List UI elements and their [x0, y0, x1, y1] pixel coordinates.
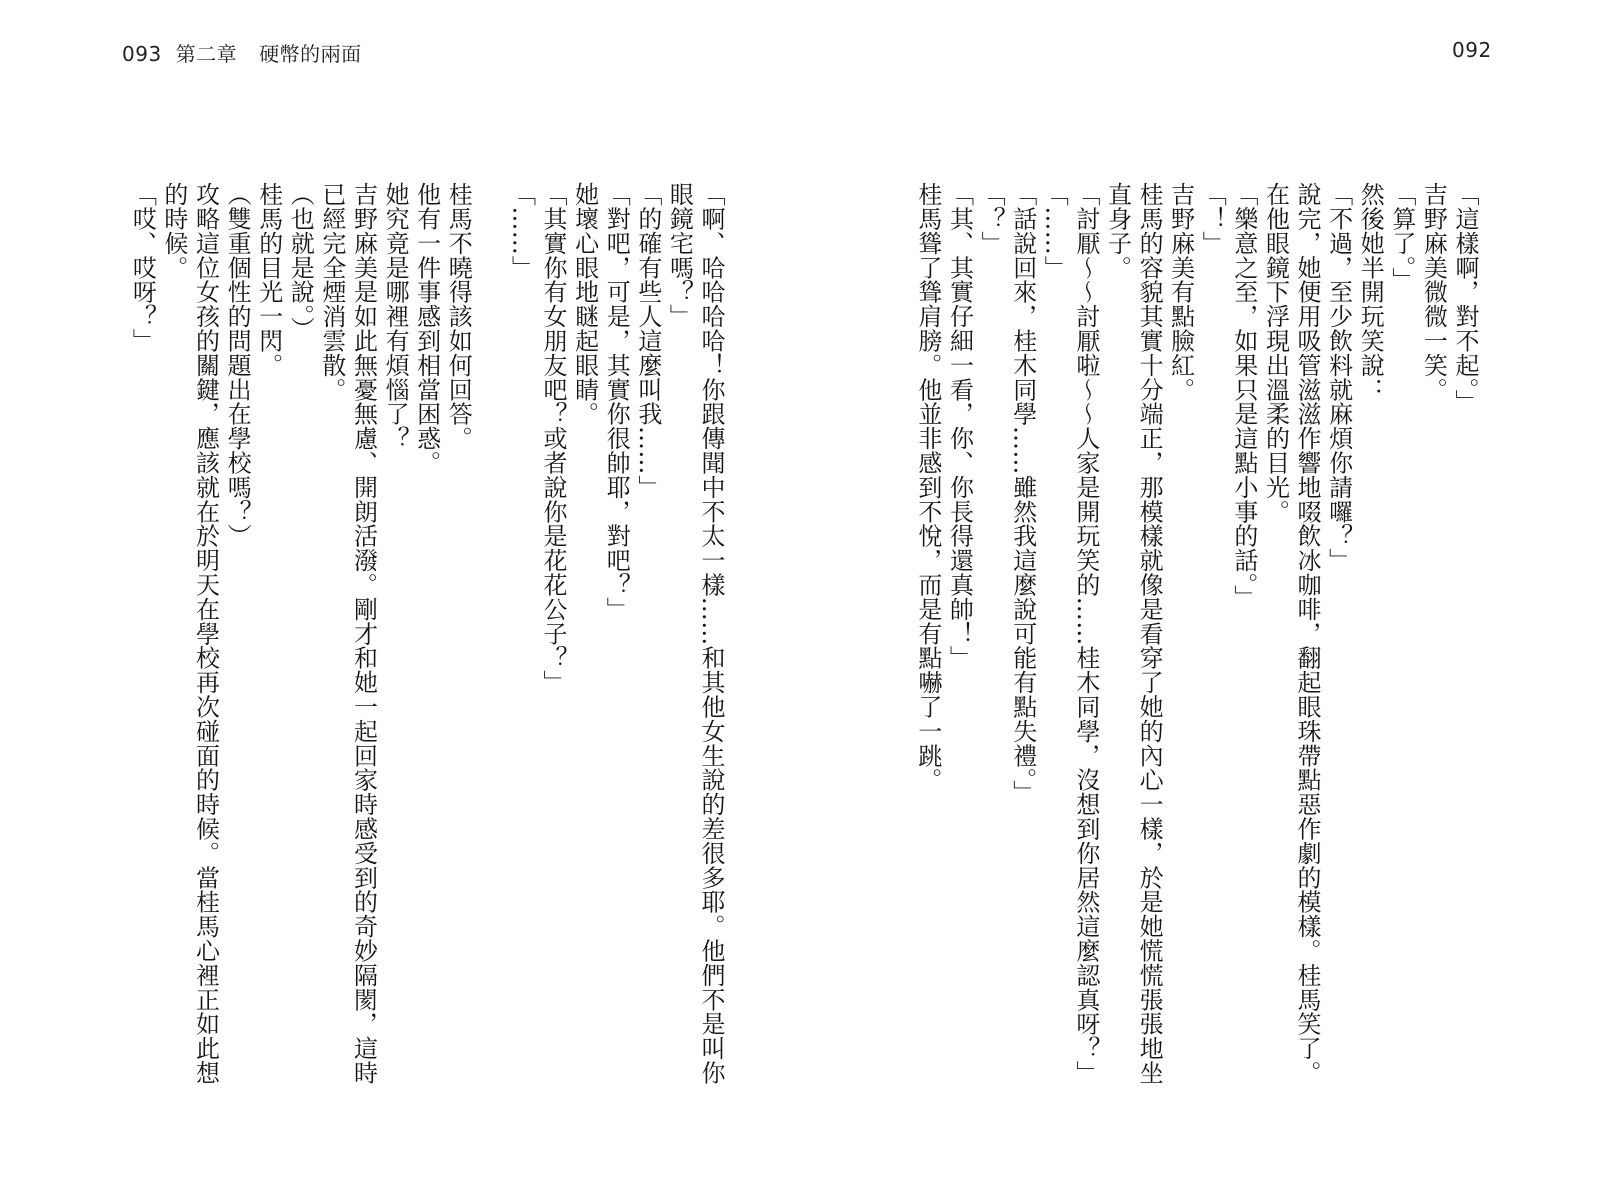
text-line: 「的確有些人這麼叫我……」	[633, 182, 662, 500]
left-page	[120, 182, 726, 1102]
text-line: 他有一件事感到相當困惑。	[412, 182, 441, 475]
text-line: （雙重個性的問題出在學校嗎？）	[223, 182, 252, 548]
blank-line	[473, 182, 505, 183]
text-line: 吉野麻美有點臉紅。	[1166, 182, 1195, 402]
text-line: （也就是說。）	[286, 182, 315, 341]
text-line: 在他眼鏡下浮現出溫柔的目光。	[1261, 182, 1290, 524]
text-line: 已經完全煙消雲散。	[317, 182, 346, 402]
left-page-number: 093	[122, 42, 162, 66]
left-page-header	[122, 38, 362, 67]
text-line: 「？」	[977, 182, 1006, 256]
chapter-title: 硬幣的兩面	[259, 42, 362, 66]
text-line: 攻略這位女孩的關鍵，應該就在於明天在學校再次碰面的時候。當桂馬心裡正如此想	[191, 182, 220, 1085]
chapter-label: 第二章	[175, 42, 238, 66]
left-page-text	[126, 182, 726, 1102]
text-line: 「樂意之至，如果只是這點小事的話。」	[1229, 182, 1258, 610]
text-line: 「不過，至少飲料就麻煩你請囉？」	[1324, 182, 1353, 573]
text-line: 直身子。	[1103, 182, 1132, 280]
text-line: 「！」	[1198, 182, 1227, 256]
right-page	[900, 182, 1480, 1102]
text-line: 的時候。	[159, 182, 188, 280]
text-line: 「其、其實仔細一看，你、你長得還真帥！」	[945, 182, 974, 670]
text-line: 「其實你有女朋友吧？或者說你是花花公子？」	[539, 182, 568, 695]
text-line: 「這樣啊，對不起。」	[1451, 182, 1479, 414]
text-line: 吉野麻美是如此無憂無慮、開朗活潑。剛才和她一起回家時感受到的奇妙隔閡，這時	[349, 182, 378, 1085]
text-line: 桂馬的容貌其實十分端正，那模樣就像是看穿了她的內心一樣，於是她慌慌張張地坐	[1135, 182, 1164, 1085]
text-line: 「啊、哈哈哈哈！你跟傳聞中不太一樣……和其他女生說的差很多耶。他們不是叫你	[697, 182, 725, 1085]
text-line: 「話說回來，桂木同學……雖然我這麼說可能有點失禮。」	[1008, 182, 1037, 805]
text-line: 眼鏡宅嗎？」	[665, 182, 694, 329]
text-line: 桂馬不曉得該如何回答。	[444, 182, 473, 451]
text-line: 說完，她便用吸管滋滋作響地啜飲冰咖啡，翻起眼珠帶點惡作劇的模樣。桂馬笑了。	[1293, 182, 1322, 1085]
text-line: 吉野麻美微微一笑。	[1419, 182, 1448, 402]
text-line: 她究竟是哪裡有煩惱了？	[381, 182, 410, 451]
text-line: 「討厭～～討厭啦～～人家是開玩笑的……桂木同學，沒想到你居然這麼認真呀？」	[1071, 182, 1100, 1085]
text-line: 「對吧，可是，其實你很帥耶，對吧？」	[602, 182, 631, 622]
text-line: 然後她半開玩笑說：	[1356, 182, 1385, 402]
right-page-number: 092	[1452, 38, 1492, 62]
text-line: 桂馬聳了聳肩膀。他並非感到不悅，而是有點嚇了一跳。	[913, 182, 942, 792]
text-line: 她壞心眼地瞇起眼睛。	[570, 182, 599, 426]
right-page-text	[911, 182, 1480, 1102]
text-line: 「……」	[507, 182, 536, 280]
text-line: 「算了。」	[1387, 182, 1416, 292]
text-line: 「哎、哎呀？」	[128, 182, 157, 353]
text-line: 桂馬的目光一閃。	[254, 182, 283, 378]
text-line: 「……」	[1040, 182, 1069, 280]
